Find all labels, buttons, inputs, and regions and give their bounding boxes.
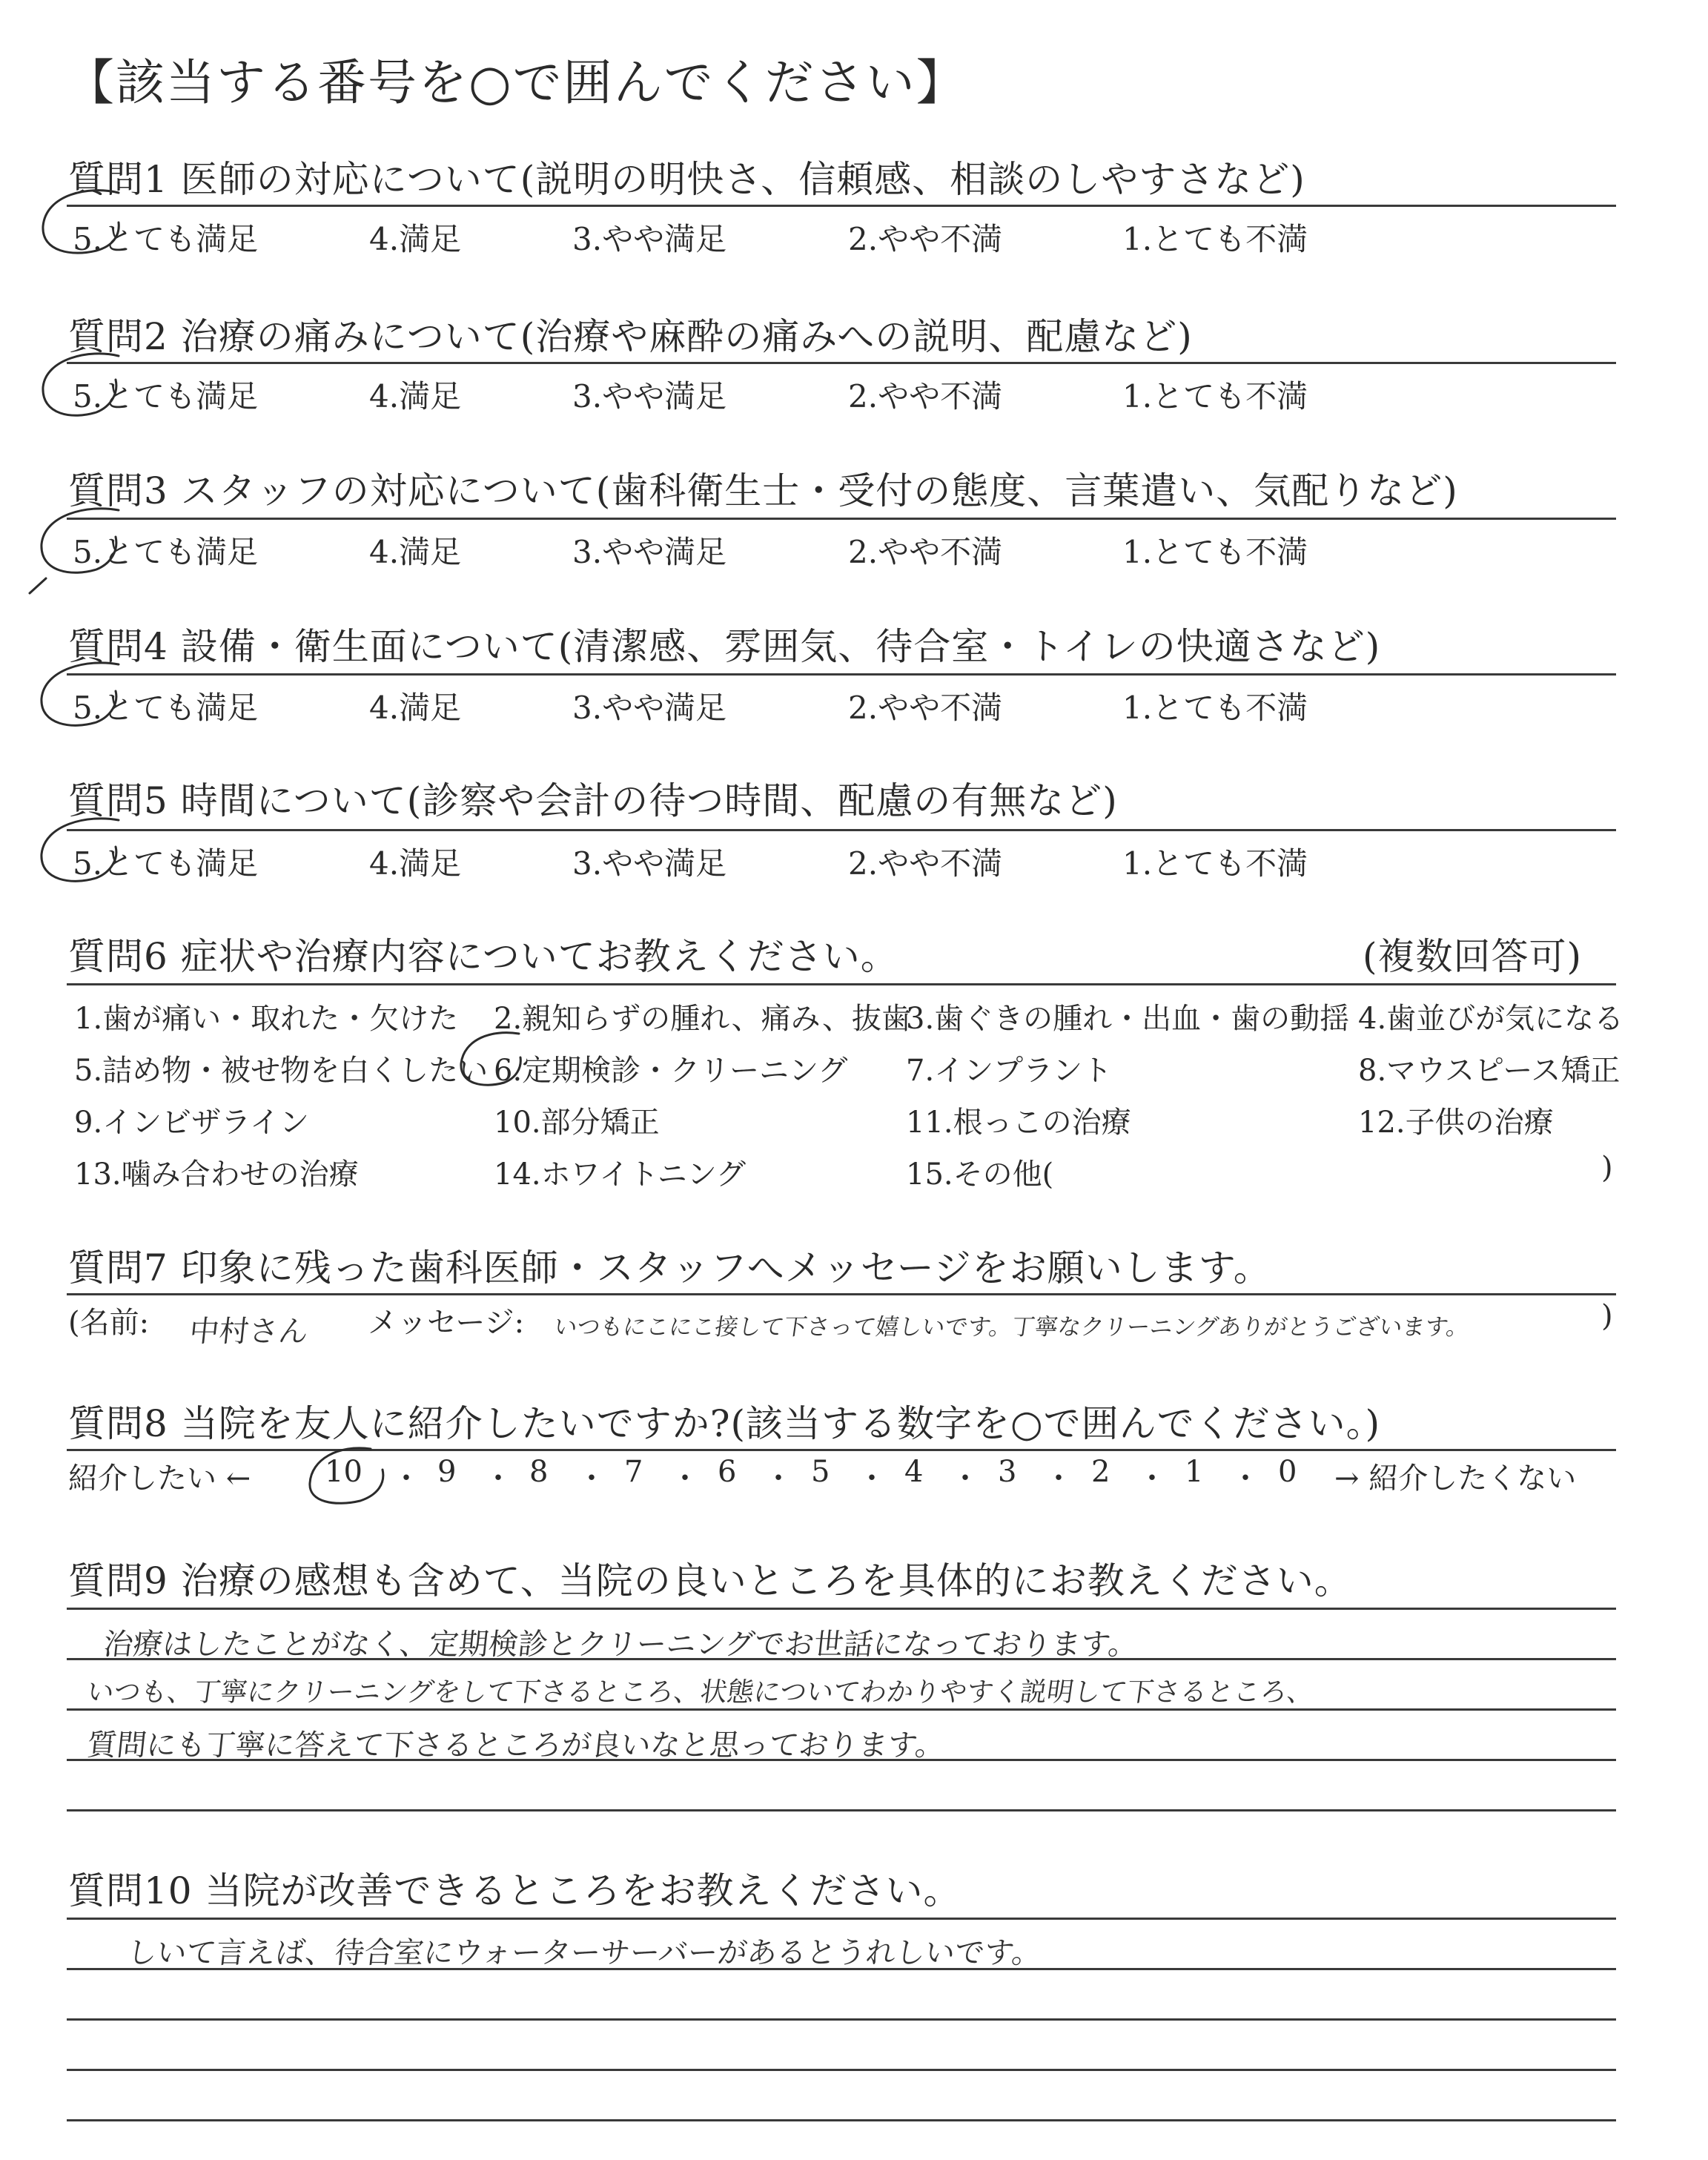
option-4[interactable]: 4.満足 <box>369 378 462 415</box>
scale-6[interactable]: 6 <box>718 1455 737 1489</box>
rule <box>67 829 1616 831</box>
scale-2[interactable]: 2 <box>1091 1455 1110 1489</box>
option-2[interactable]: 2.やや不満 <box>848 690 1003 726</box>
question-5-title: 質問5 時間について(診察や会計の待つ時間、配慮の有無など) <box>68 779 1118 822</box>
symptom-option[interactable]: 6.定期検診・クリーニング <box>494 1054 848 1088</box>
symptom-option[interactable]: 11.根っこの治療 <box>906 1106 1131 1140</box>
rule <box>67 2018 1616 2021</box>
message-value[interactable]: いつもにこにこ接して下さって嬉しいです。丁寧なクリーニングありがとうございます。 <box>552 1314 1472 1341</box>
scale-5[interactable]: 5 <box>811 1455 830 1489</box>
question-7-title: 質問7 印象に残った歯科医師・スタッフへメッセージをお願いします。 <box>68 1246 1271 1289</box>
option-4[interactable]: 4.満足 <box>369 221 462 257</box>
symptom-option[interactable]: 7.インプラント <box>906 1054 1113 1088</box>
option-3[interactable]: 3.やや満足 <box>572 690 727 726</box>
message-label: メッセージ: <box>368 1306 525 1340</box>
scale-4[interactable]: 4 <box>904 1455 924 1489</box>
question-4-title: 質問4 設備・衛生面について(清潔感、雰囲気、待合室・トイレの快適さなど) <box>68 625 1381 668</box>
scale-separator: ・ <box>1044 1462 1073 1496</box>
option-2[interactable]: 2.やや不満 <box>848 534 1003 570</box>
symptom-option[interactable]: 1.歯が痛い・取れた・欠けた <box>74 1002 459 1036</box>
name-value[interactable]: 中村さん <box>188 1315 311 1349</box>
question-6-note: (複数回答可) <box>1363 935 1583 978</box>
rule <box>67 983 1616 985</box>
option-5[interactable]: 5.とても満足 <box>73 690 259 726</box>
rule <box>67 205 1616 207</box>
recommend-left-label: 紹介したい ← <box>68 1462 251 1496</box>
option-1[interactable]: 1.とても不満 <box>1122 534 1308 570</box>
option-3[interactable]: 3.やや満足 <box>572 845 727 882</box>
name-label: (名前: <box>68 1306 150 1340</box>
scale-7[interactable]: 7 <box>624 1455 643 1489</box>
question-1-title: 質問1 医師の対応について(説明の明快さ、信頼感、相談のしやすさなど) <box>68 158 1305 201</box>
scale-separator: ・ <box>950 1462 980 1496</box>
recommend-right-label: → 紹介したくない <box>1334 1462 1577 1496</box>
rule <box>67 518 1616 520</box>
symptom-option[interactable]: 9.インビザライン <box>74 1106 309 1140</box>
rule <box>67 1293 1616 1295</box>
option-2[interactable]: 2.やや不満 <box>848 378 1003 415</box>
rule <box>67 673 1616 676</box>
scale-8[interactable]: 8 <box>529 1455 549 1489</box>
symptom-option[interactable]: 13.噛み合わせの治療 <box>74 1157 359 1192</box>
scale-separator: ・ <box>670 1462 700 1496</box>
scale-1[interactable]: 1 <box>1185 1455 1204 1489</box>
option-5[interactable]: 5.とても満足 <box>73 534 259 570</box>
question-3-title: 質問3 スタッフの対応について(歯科衛生士・受付の態度、言葉遣い、気配りなど) <box>68 469 1458 512</box>
option-3[interactable]: 3.やや満足 <box>572 534 727 570</box>
option-5[interactable]: 5.とても満足 <box>73 378 259 415</box>
question-10-title: 質問10 当院が改善できるところをお教えください。 <box>68 1869 961 1912</box>
option-2[interactable]: 2.やや不満 <box>848 221 1003 257</box>
symptom-option[interactable]: 8.マウスピース矯正 <box>1358 1054 1621 1088</box>
scale-separator: ・ <box>1137 1462 1167 1496</box>
symptom-option[interactable]: 2.親知らずの腫れ、痛み、抜歯 <box>494 1002 911 1036</box>
rule <box>67 2119 1616 2121</box>
symptom-option[interactable]: 5.詰め物・被せ物を白くしたい <box>74 1054 489 1088</box>
rule <box>67 1449 1616 1451</box>
symptom-option[interactable]: 14.ホワイトニング <box>494 1157 747 1192</box>
answer-line[interactable]: いつも、丁寧にクリーニングをして下さるところ、状態についてわかりやすく説明して下さるところ、 <box>85 1677 1317 1708</box>
scale-10[interactable]: 10 <box>325 1455 363 1489</box>
symptom-option-other[interactable]: 15.その他( <box>906 1157 1054 1192</box>
option-1[interactable]: 1.とても不満 <box>1122 221 1308 257</box>
scale-separator: ・ <box>857 1462 887 1496</box>
question-9-title: 質問9 治療の感想も含めて、当院の良いところを具体的にお教えください。 <box>68 1559 1352 1602</box>
question-2-title: 質問2 治療の痛みについて(治療や麻酔の痛みへの説明、配慮など) <box>68 315 1193 358</box>
answer-line[interactable]: 治療はしたことがなく、定期検診とクリーニングでお世話になっております。 <box>102 1628 1140 1662</box>
rule <box>67 362 1616 364</box>
rule <box>67 1608 1616 1610</box>
scale-separator: ・ <box>391 1462 421 1496</box>
symptom-option[interactable]: 4.歯並びが気になる <box>1358 1002 1624 1036</box>
scale-separator: ・ <box>764 1462 793 1496</box>
answer-line[interactable]: 質問にも丁寧に答えて下さるところが良いなと思っております。 <box>85 1728 947 1763</box>
rule <box>67 1918 1616 1920</box>
symptom-option[interactable]: 10.部分矯正 <box>494 1106 660 1140</box>
option-3[interactable]: 3.やや満足 <box>572 378 727 415</box>
option-1[interactable]: 1.とても不満 <box>1122 690 1308 726</box>
scale-3[interactable]: 3 <box>998 1455 1017 1489</box>
symptom-option[interactable]: 3.歯ぐきの腫れ・出血・歯の動揺 <box>906 1002 1350 1036</box>
option-5[interactable]: 5.とても満足 <box>73 221 259 257</box>
option-4[interactable]: 4.満足 <box>369 534 462 570</box>
page-title: 【該当する番号を○で囲んでください】 <box>65 54 967 111</box>
option-3[interactable]: 3.やや満足 <box>572 221 727 257</box>
rule <box>67 1809 1616 1811</box>
answer-line[interactable]: しいて言えば、待合室にウォーターサーバーがあるとうれしいです。 <box>125 1936 1044 1970</box>
scale-separator: ・ <box>577 1462 606 1496</box>
option-1[interactable]: 1.とても不満 <box>1122 378 1308 415</box>
option-4[interactable]: 4.満足 <box>369 690 462 726</box>
rule <box>67 2069 1616 2071</box>
scale-separator: ・ <box>483 1462 513 1496</box>
message-close-paren: ) <box>1601 1299 1613 1333</box>
other-close-paren: ) <box>1601 1151 1613 1185</box>
option-2[interactable]: 2.やや不満 <box>848 845 1003 882</box>
option-4[interactable]: 4.満足 <box>369 845 462 882</box>
scale-0[interactable]: 0 <box>1278 1455 1297 1489</box>
scale-separator: ・ <box>1231 1462 1260 1496</box>
option-1[interactable]: 1.とても不満 <box>1122 845 1308 882</box>
symptom-option[interactable]: 12.子供の治療 <box>1358 1106 1554 1140</box>
question-8-title: 質問8 当院を友人に紹介したいですか?(該当する数字を○で囲んでください。) <box>68 1402 1381 1445</box>
option-5[interactable]: 5.とても満足 <box>73 845 259 882</box>
question-6-title: 質問6 症状や治療内容についてお教えください。 <box>68 935 898 978</box>
scale-9[interactable]: 9 <box>437 1455 457 1489</box>
